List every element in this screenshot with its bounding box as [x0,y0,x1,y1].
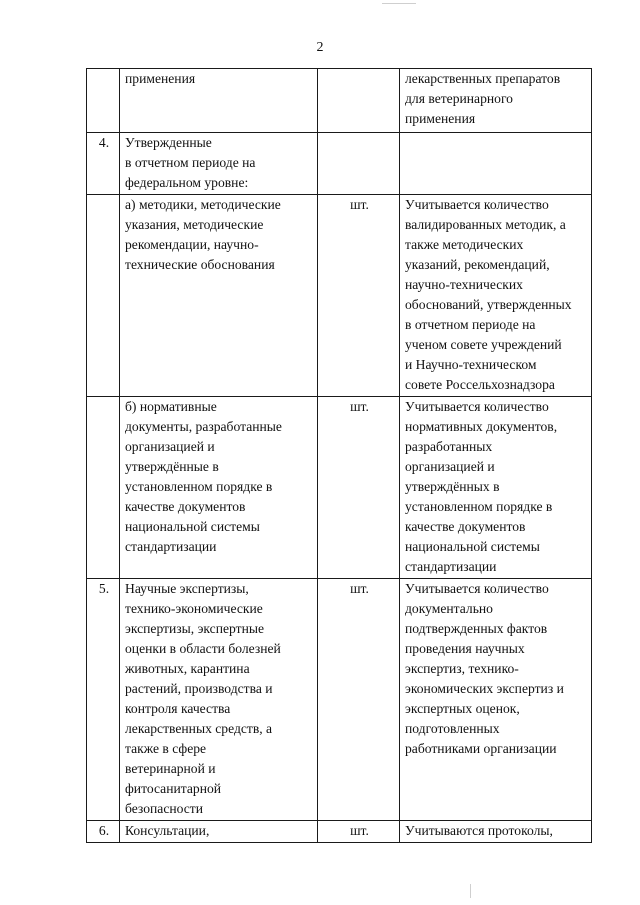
table-row [87,69,592,133]
table-row [87,821,592,843]
row-number-cell: 5. [87,579,120,821]
row-number-cell: 6. [87,821,120,843]
note-cell: Учитываются протоколы, [400,821,592,843]
indicator-name-cell: Научные экспертизы, технико-экономические экспертизы, экспертные оценки в области болезней животных, карантина растений, производства и контроля качества лекарственных средств, а также в сфере ветеринарной и фитосанитарной безопасности [120,579,318,821]
note-cell: лекарственных препаратов для ветеринарного применения [400,69,592,133]
table-row [87,195,592,397]
unit-cell [318,133,400,195]
scan-artifact-bottom [470,884,471,898]
note-cell: Учитывается количество документально подтвержденных фактов проведения научных экспертиз, технико- экономических экспертиз и экспертных оценок, подготовленных работниками организации [400,579,592,821]
indicator-name-cell: Консультации, [120,821,318,843]
row-number-cell: 4. [87,133,120,195]
unit-cell: шт. [318,579,400,821]
indicator-name-cell: б) нормативные документы, разработанные организацией и утверждённые в установленном порядке в качестве документов национальной системы стандартизации [120,397,318,579]
row-number-cell [87,195,120,397]
unit-cell: шт. [318,195,400,397]
scan-artifact-top [382,3,416,4]
table-row [87,133,592,195]
indicators-table [86,68,592,843]
unit-cell: шт. [318,821,400,843]
indicator-name-cell: Утвержденные в отчетном периоде на федеральном уровне: [120,133,318,195]
indicator-name-cell: а) методики, методические указания, методические рекомендации, научно- технические обоснования [120,195,318,397]
note-cell: Учитывается количество валидированных методик, а также методических указаний, рекомендаций, научно-технических обоснований, утвержденных в отчетном периоде на ученом совете учреждений и Научно-техническом совете Россельхознадзора [400,195,592,397]
table-row [87,579,592,821]
indicator-name-cell: применения [120,69,318,133]
note-cell: Учитывается количество нормативных документов, разработанных организацией и утверждённых в установленном порядке в качестве документов национальной системы стандартизации [400,397,592,579]
unit-cell [318,69,400,133]
row-number-cell [87,69,120,133]
page-number: 2 [316,40,324,55]
row-number-cell [87,397,120,579]
table-row [87,397,592,579]
unit-cell: шт. [318,397,400,579]
note-cell [400,133,592,195]
